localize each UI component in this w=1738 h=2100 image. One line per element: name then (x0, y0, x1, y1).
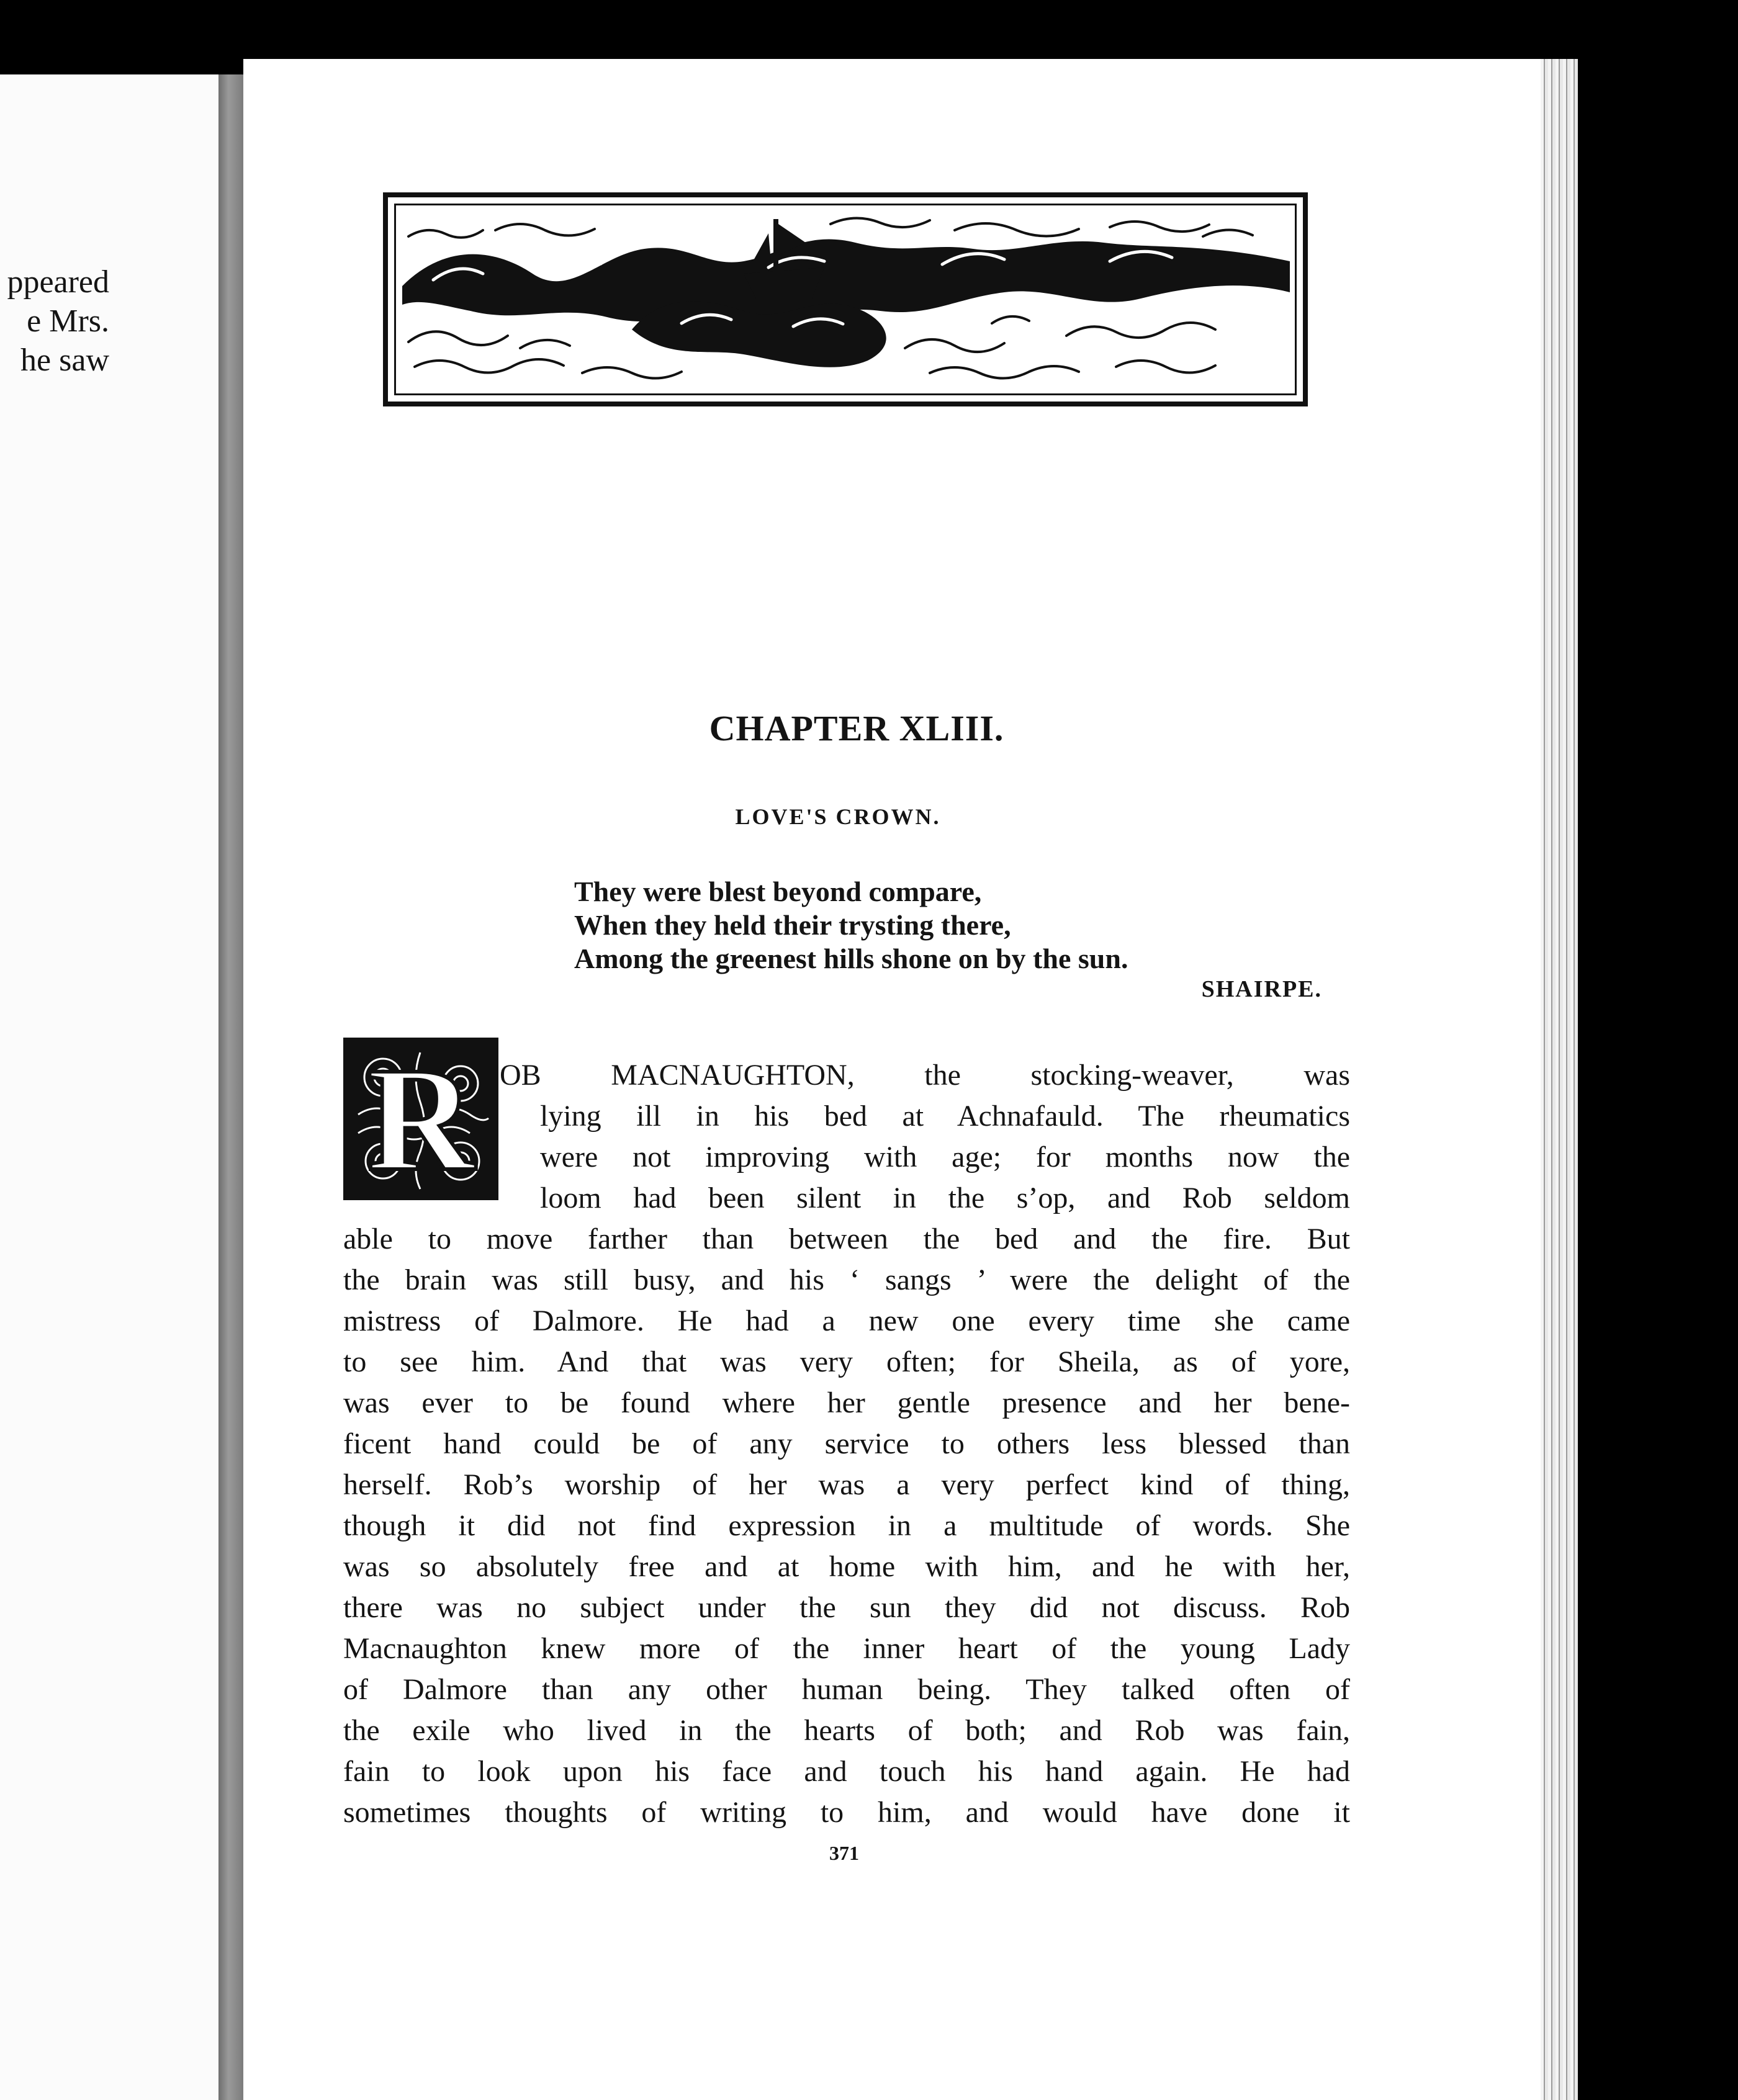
epigraph-line: When they held their trysting there, (574, 909, 1011, 941)
body-line: were not improving with age; for months now the (540, 1141, 1350, 1173)
body-line: mistress of Dalmore. He had a new one every time she came (343, 1304, 1350, 1337)
body-line: of Dalmore than any other human being. They talked often of (343, 1673, 1350, 1706)
ship-in-stormy-sea-icon (394, 204, 1297, 395)
left-page-line: e Mrs. (27, 303, 109, 339)
header-illustration (383, 192, 1308, 406)
left-page-line: ppeared (7, 264, 109, 300)
body-line: was ever to be found where her gentle presence and her bene- (343, 1386, 1350, 1419)
left-page-line: he saw (20, 343, 109, 378)
body-line: OB MACNAUGHTON, the stocking-weaver, was (500, 1059, 1350, 1092)
drop-cap (343, 1038, 498, 1200)
chapter-subtitle: LOVE'S CROWN. (735, 804, 941, 829)
body-line: Macnaughton knew more of the inner heart of the young Lady (343, 1632, 1350, 1665)
page-edges (1541, 59, 1578, 2100)
body-line: able to move farther than between the bed and the fire. But (343, 1223, 1350, 1255)
body-line: the exile who lived in the hearts of both; and Rob was fain, (343, 1714, 1350, 1747)
epigraph-line: They were blest beyond compare, (574, 876, 982, 907)
background-edge (1578, 59, 1738, 2100)
chapter-title: CHAPTER XLIII. (709, 708, 1004, 748)
body-line: sometimes thoughts of writing to him, and would have done it (343, 1796, 1350, 1829)
body-line: fain to look upon his face and touch his hand again. He had (343, 1755, 1350, 1788)
body-line: ficent hand could be of any service to others less blessed than (343, 1427, 1350, 1460)
body-line: the brain was still busy, and his ‘ sangs ’ were the delight of the (343, 1263, 1350, 1296)
body-line: lying ill in his bed at Achnafauld. The rheumatics (540, 1100, 1350, 1133)
body-line: though it did not find expression in a multitude of words. She (343, 1509, 1350, 1542)
epigraph-attribution: SHAIRPE. (1201, 976, 1322, 1002)
body-line: to see him. And that was very often; for Sheila, as of yore, (343, 1345, 1350, 1378)
body-line: was so absolutely free and at home with him, and he with her, (343, 1550, 1350, 1583)
body-line: there was no subject under the sun they did not discuss. Rob (343, 1591, 1350, 1624)
epigraph-line: Among the greenest hills shone on by the sun. (574, 943, 1128, 974)
left-facing-page (0, 74, 218, 2100)
epigraph (574, 875, 1128, 976)
book-gutter-shadow (218, 74, 243, 2100)
body-line: loom had been silent in the sʼop, and Rob seldom (540, 1182, 1350, 1214)
body-line: herself. Rob’s worship of her was a very perfect kind of thing, (343, 1468, 1350, 1501)
drop-cap-letter: R (367, 1036, 475, 1201)
page-number: 371 (829, 1842, 859, 1864)
